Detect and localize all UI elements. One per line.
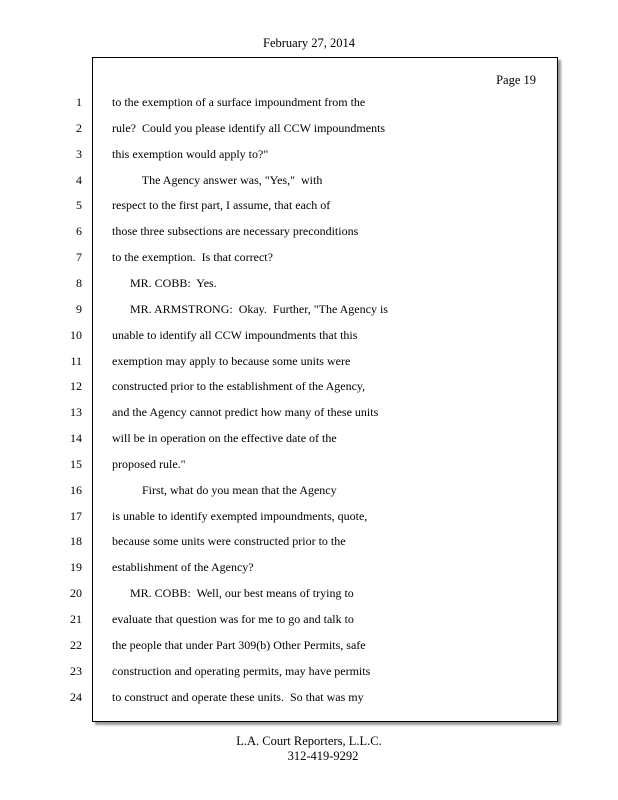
line-text: The Agency answer was, "Yes," with [112,173,323,187]
line-number: 18 [70,534,82,548]
line-text: proposed rule." [112,457,186,471]
line-number: 12 [70,379,82,393]
line-text: to the exemption of a surface impoundment from the [112,95,366,109]
line-text: and the Agency cannot predict how many of these units [112,405,379,419]
line-text: to construct and operate these units. So that was my [112,690,364,704]
line-number: 5 [76,198,82,212]
line-text: First, what do you mean that the Agency [112,483,337,497]
line-text: exemption may apply to because some units were [112,354,351,368]
header-date: February 27, 2014 [263,36,355,50]
line-text: unable to identify all CCW impoundments that this [112,328,358,342]
line-number: 22 [70,638,82,652]
line-number: 10 [70,328,82,342]
line-text: MR. COBB: Well, our best means of trying to [112,586,354,600]
line-text: this exemption would apply to?" [112,147,269,161]
line-number: 24 [70,690,82,704]
line-number: 14 [70,431,82,445]
line-text: construction and operating permits, may have permits [112,664,371,678]
line-number: 13 [70,405,82,419]
line-text: to the exemption. Is that correct? [112,250,273,264]
footer-phone: 312-419-9292 [287,749,359,763]
line-text: the people that under Part 309(b) Other Permits, safe [112,638,366,652]
line-number: 17 [70,509,82,523]
line-number: 2 [76,121,82,135]
line-text: is unable to identify exempted impoundments, quote, [112,509,368,523]
page-number: Page 19 [496,73,536,87]
line-text: those three subsections are necessary preconditions [112,224,359,238]
line-number: 23 [70,664,82,678]
line-number: 16 [70,483,82,497]
line-number: 19 [70,560,82,574]
line-number: 9 [76,302,82,316]
line-number: 7 [76,250,82,264]
line-text: establishment of the Agency? [112,560,254,574]
line-text: MR. ARMSTRONG: Okay. Further, "The Agency is [112,302,388,316]
line-number: 8 [76,276,82,290]
line-number: 1 [76,95,82,109]
line-number: 4 [76,173,82,187]
line-text: MR. COBB: Yes. [112,276,217,290]
line-text: evaluate that question was for me to go and talk to [112,612,354,626]
line-text: because some units were constructed prior to the [112,534,346,548]
line-number: 6 [76,224,82,238]
line-number: 11 [70,354,82,368]
line-text: will be in operation on the effective date of the [112,431,337,445]
line-text: constructed prior to the establishment of the Agency, [112,379,366,393]
line-number: 15 [70,457,82,471]
line-number: 3 [76,147,82,161]
footer-company: L.A. Court Reporters, L.L.C. [236,734,382,748]
line-number: 21 [70,612,82,626]
line-text: respect to the first part, I assume, that each of [112,198,331,212]
line-text: rule? Could you please identify all CCW impoundments [112,121,386,135]
line-number: 20 [70,586,82,600]
